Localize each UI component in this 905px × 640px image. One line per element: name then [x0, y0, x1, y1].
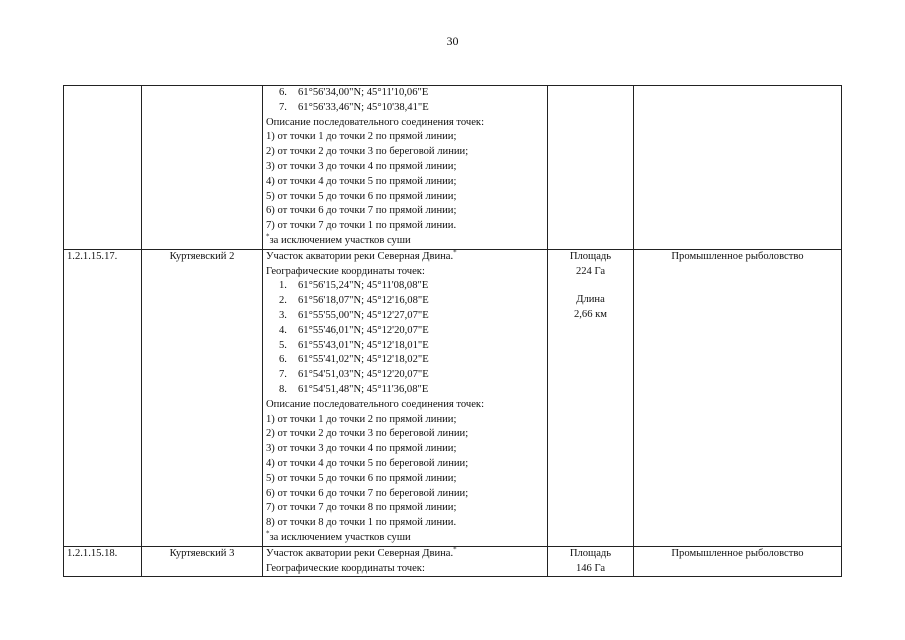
area-label: Площадь [569, 250, 612, 262]
footnote: *за исключением участков суши [266, 529, 411, 543]
purpose-cell [634, 86, 842, 250]
footnote: *за исключением участков суши [266, 232, 411, 246]
coordinate-item: 5. 61°55'43,01"N; 45°12'18,01"E [279, 339, 429, 351]
area-cell [548, 249, 634, 546]
connection-item: 7) от точки 7 до точки 8 по прямой линии; [266, 502, 457, 514]
connection-item: 7) от точки 7 до точки 1 по прямой линии. [266, 220, 457, 232]
site-description [263, 86, 548, 250]
connection-item: 1) от точки 1 до точки 2 по прямой линии; [266, 131, 457, 143]
coordinate-item: 7. 61°56'33,46"N; 45°10'38,41"E [279, 101, 429, 113]
connection-item: 5) от точки 5 до точки 6 по прямой линии; [266, 472, 457, 484]
row-number: 1.2.1.15.18. [64, 546, 142, 577]
site-intro: Участок акватории реки Северная Двина.* [266, 546, 457, 559]
table-row [64, 546, 842, 577]
area-value: 224 Га [575, 265, 606, 277]
length-label: Длина [576, 294, 605, 306]
connection-item: 8) от точки 8 до точки 1 по прямой линии. [266, 517, 457, 529]
table-row [64, 249, 842, 546]
fishing-sites-table [63, 85, 842, 577]
coordinate-item: 8. 61°54'51,48"N; 45°11'36,08"E [279, 383, 429, 395]
site-intro: Участок акватории реки Северная Двина.* [266, 249, 457, 262]
area-cell [548, 546, 634, 577]
site-description [263, 546, 548, 577]
connection-item: 4) от точки 4 до точки 5 по береговой линии; [266, 457, 469, 469]
site-name: Куртяевский 2 [142, 249, 263, 546]
geo-title: Географические координаты точек: [266, 265, 425, 277]
coordinate-item: 1. 61°56'15,24"N; 45°11'08,08"E [279, 280, 429, 292]
connection-title: Описание последовательного соединения точек: [266, 116, 485, 128]
coordinate-item: 7. 61°54'51,03"N; 45°12'20,07"E [279, 369, 429, 381]
coordinate-item: 3. 61°55'55,00"N; 45°12'27,07"E [279, 309, 429, 321]
connection-item: 2) от точки 2 до точки 3 по береговой линии; [266, 146, 469, 158]
length-value: 2,66 км [573, 309, 608, 321]
row-number [64, 86, 142, 250]
area-label: Площадь [569, 547, 612, 559]
coordinate-item: 6. 61°55'41,02"N; 45°12'18,02"E [279, 354, 429, 366]
coordinate-item: 2. 61°56'18,07"N; 45°12'16,08"E [279, 295, 429, 307]
connection-item: 6) от точки 6 до точки 7 по прямой линии; [266, 205, 457, 217]
connection-item: 4) от точки 4 до точки 5 по прямой линии; [266, 175, 457, 187]
coordinate-item: 6. 61°56'34,00"N; 45°11'10,06"E [279, 87, 429, 98]
area-value: 146 Га [575, 562, 606, 574]
site-name [142, 86, 263, 250]
connection-title: Описание последовательного соединения точек: [266, 398, 485, 410]
coordinate-item: 4. 61°55'46,01"N; 45°12'20,07"E [279, 324, 429, 336]
purpose-cell: Промышленное рыболовство [634, 546, 842, 577]
row-number: 1.2.1.15.17. [64, 249, 142, 546]
table-row [64, 86, 842, 250]
connection-item: 1) от точки 1 до точки 2 по прямой линии; [266, 413, 457, 425]
connection-item: 3) от точки 3 до точки 4 по прямой линии; [266, 443, 457, 455]
connection-item: 6) от точки 6 до точки 7 по береговой линии; [266, 487, 469, 499]
connection-item: 5) от точки 5 до точки 6 по прямой линии; [266, 190, 457, 202]
page-number: 30 [446, 34, 459, 48]
site-description [263, 249, 548, 546]
purpose-cell: Промышленное рыболовство [634, 249, 842, 546]
connection-item: 2) от точки 2 до точки 3 по береговой линии; [266, 428, 469, 440]
area-cell [548, 86, 634, 250]
connection-item: 3) от точки 3 до точки 4 по прямой линии; [266, 160, 457, 172]
site-name: Куртяевский 3 [142, 546, 263, 577]
geo-title: Географические координаты точек: [266, 562, 425, 574]
